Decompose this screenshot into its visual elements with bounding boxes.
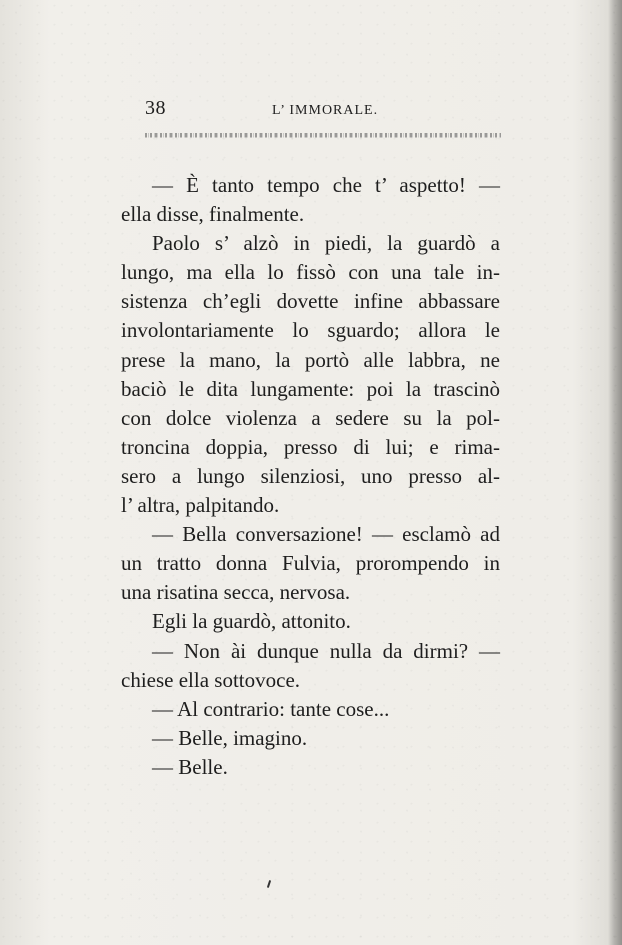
text-line: troncina doppia, presso di lui; e rima-: [121, 434, 500, 459]
text-line: involontariamente lo sguardo; allora le: [121, 318, 500, 343]
text-line: — Belle, imagino.: [152, 725, 308, 750]
running-title: L’ IMMORALE.: [272, 103, 379, 118]
text-line: sistenza ch’egli dovette infine abbassare: [121, 289, 500, 314]
text-line: — Non ài dunque nulla da dirmi? —: [152, 638, 500, 663]
text-line: ella disse, finalmente.: [121, 202, 305, 227]
page-number: 38: [145, 97, 166, 119]
page-header: [145, 97, 502, 129]
main-text: [121, 171, 500, 782]
text-line: con dolce violenza a sedere su la pol-: [121, 405, 500, 430]
text-line: — Belle.: [152, 754, 228, 779]
text-line: baciò le dita lungamente: poi la trascinò: [121, 376, 500, 401]
ink-mark: [267, 880, 271, 888]
text-line: lungo, ma ella lo fissò con una tale in-: [121, 260, 500, 285]
decorative-rule: [145, 130, 501, 140]
text-line: un tratto donna Fulvia, prorompendo in: [121, 551, 500, 576]
text-line: Paolo s’ alzò in piedi, la guardò a: [152, 231, 500, 256]
page-edge-shadow: [608, 0, 622, 945]
text-line: chiese ella sottovoce.: [121, 667, 301, 692]
text-line: — È tanto tempo che t’ aspetto! —: [152, 173, 500, 197]
text-line: una risatina secca, nervosa.: [121, 580, 351, 605]
text-line: prese la mano, la portò alle labbra, ne: [121, 347, 500, 372]
text-line: l’ altra, palpitando.: [121, 493, 280, 518]
text-line: Egli la guardò, attonito.: [152, 609, 351, 634]
text-line: — Al contrario: tante cose...: [152, 696, 390, 721]
text-line: — Bella conversazione! — esclamò ad: [152, 522, 500, 547]
text-line: sero a lungo silenziosi, uno presso al-: [121, 463, 500, 488]
